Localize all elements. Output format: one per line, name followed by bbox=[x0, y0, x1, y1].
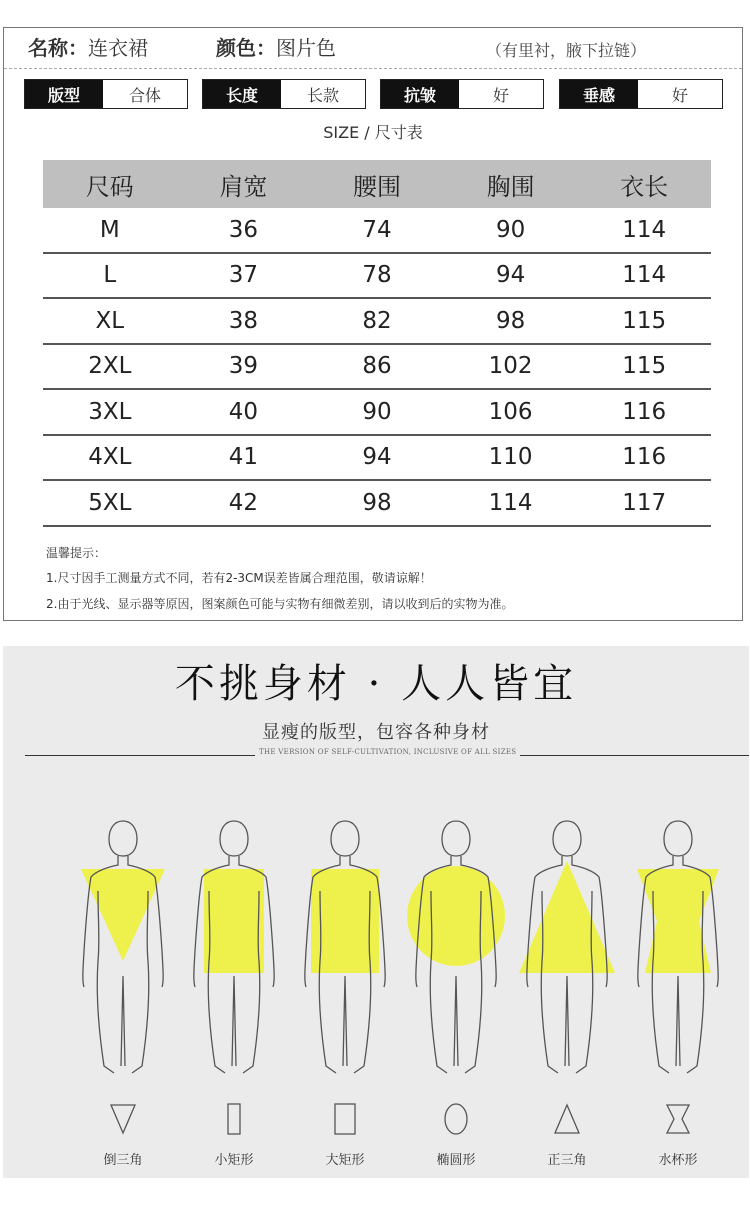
col-header-size: 尺码 bbox=[43, 160, 177, 208]
attribute-wrinkle bbox=[380, 79, 544, 109]
size-row bbox=[43, 480, 711, 526]
body-figure-large-rectangle bbox=[290, 811, 400, 1081]
cell-shoulder: 40 bbox=[177, 389, 311, 435]
cell-length: 114 bbox=[577, 253, 711, 299]
size-row bbox=[43, 253, 711, 299]
size-row bbox=[43, 208, 711, 253]
attribute-key: 版型 bbox=[25, 80, 103, 108]
product-name bbox=[28, 32, 148, 61]
cell-waist: 94 bbox=[310, 435, 444, 481]
cell-waist: 82 bbox=[310, 298, 444, 344]
product-header bbox=[4, 28, 742, 69]
cell-waist: 98 bbox=[310, 480, 444, 526]
section-english-caption: THE VERSION OF SELF-CULTIVATION, INCLUSIVE OF ALL SIZES bbox=[255, 748, 520, 756]
cell-size: M bbox=[43, 208, 177, 253]
cell-bust: 94 bbox=[444, 253, 578, 299]
body-figure-ellipse bbox=[401, 811, 511, 1081]
cell-shoulder: 41 bbox=[177, 435, 311, 481]
col-header-length: 衣长 bbox=[577, 160, 711, 208]
color-label: 颜色： bbox=[216, 36, 276, 60]
attribute-key: 长度 bbox=[203, 80, 281, 108]
small-rectangle-shape-icon bbox=[219, 1101, 249, 1137]
tips-line-2: 2.由于光线、显示器等原因，图案颜色可能与实物有细微差别，请以收到后的实物为准。 bbox=[46, 597, 514, 611]
size-table-header bbox=[43, 160, 711, 208]
attribute-key: 抗皱 bbox=[381, 80, 459, 108]
cell-bust: 102 bbox=[444, 344, 578, 390]
cell-size: L bbox=[43, 253, 177, 299]
cell-length: 117 bbox=[577, 480, 711, 526]
attribute-length bbox=[202, 79, 366, 109]
body-figures bbox=[3, 811, 749, 1081]
size-caption: SIZE / 尺寸表 bbox=[323, 123, 423, 142]
triangle-shape-icon bbox=[552, 1101, 582, 1137]
size-row bbox=[43, 298, 711, 344]
cell-length: 115 bbox=[577, 344, 711, 390]
product-color bbox=[216, 32, 336, 61]
tips-line-1: 1.尺寸因手工测量方式不同，若有2-3CM误差皆属合理范围，敬请谅解！ bbox=[46, 571, 432, 585]
attribute-value: 合体 bbox=[103, 80, 187, 108]
highlight-inverted-triangle bbox=[81, 869, 165, 961]
cell-bust: 98 bbox=[444, 298, 578, 344]
highlight-triangle bbox=[519, 861, 615, 973]
attribute-fit bbox=[24, 79, 188, 109]
ellipse-shape-icon bbox=[441, 1101, 471, 1137]
cell-waist: 74 bbox=[310, 208, 444, 253]
cell-size: 2XL bbox=[43, 344, 177, 390]
highlight-small-rectangle bbox=[204, 869, 264, 973]
body-figure-hourglass bbox=[623, 811, 733, 1081]
body-type-label: 正三角 bbox=[547, 1153, 587, 1168]
cell-shoulder: 38 bbox=[177, 298, 311, 344]
cell-size: 3XL bbox=[43, 389, 177, 435]
body-figure-triangle bbox=[512, 811, 622, 1081]
attribute-drape bbox=[559, 79, 723, 109]
cell-length: 116 bbox=[577, 389, 711, 435]
cell-length: 116 bbox=[577, 435, 711, 481]
col-header-shoulder: 肩宽 bbox=[177, 160, 311, 208]
body-type-label: 大矩形 bbox=[325, 1153, 365, 1168]
cell-length: 115 bbox=[577, 298, 711, 344]
cell-bust: 114 bbox=[444, 480, 578, 526]
body-types-section bbox=[3, 646, 749, 1178]
size-row bbox=[43, 389, 711, 435]
cell-size: XL bbox=[43, 298, 177, 344]
cell-shoulder: 37 bbox=[177, 253, 311, 299]
body-type-label: 倒三角 bbox=[103, 1153, 143, 1168]
body-type-label: 水杯形 bbox=[658, 1153, 698, 1168]
cell-length: 114 bbox=[577, 208, 711, 253]
highlight-ellipse bbox=[407, 866, 505, 966]
inverted-triangle-shape-icon bbox=[108, 1101, 138, 1137]
body-figure-inverted-triangle bbox=[68, 811, 178, 1081]
attribute-value: 长款 bbox=[281, 80, 365, 108]
name-value: 连衣裙 bbox=[88, 36, 148, 60]
body-type-label: 小矩形 bbox=[214, 1153, 254, 1168]
hourglass-shape-icon bbox=[663, 1101, 693, 1137]
body-figure-small-rectangle bbox=[179, 811, 289, 1081]
cell-shoulder: 36 bbox=[177, 208, 311, 253]
cell-shoulder: 39 bbox=[177, 344, 311, 390]
name-label: 名称： bbox=[28, 36, 88, 60]
cell-size: 5XL bbox=[43, 480, 177, 526]
attribute-value: 好 bbox=[459, 80, 543, 108]
size-table bbox=[43, 160, 711, 527]
tips-title: 温馨提示： bbox=[46, 546, 107, 560]
large-rectangle-shape-icon bbox=[330, 1101, 360, 1137]
highlight-large-rectangle bbox=[311, 869, 379, 973]
cell-waist: 78 bbox=[310, 253, 444, 299]
cell-waist: 86 bbox=[310, 344, 444, 390]
section-subtitle: 显瘦的版型，包容各种身材 bbox=[262, 722, 490, 743]
cell-size: 4XL bbox=[43, 435, 177, 481]
attribute-value: 好 bbox=[638, 80, 722, 108]
attribute-key: 垂感 bbox=[560, 80, 638, 108]
cell-bust: 90 bbox=[444, 208, 578, 253]
cell-bust: 110 bbox=[444, 435, 578, 481]
size-row bbox=[43, 435, 711, 481]
section-title: 不挑身材 · 人人皆宜 bbox=[174, 661, 578, 707]
cell-waist: 90 bbox=[310, 389, 444, 435]
lining-note: （有里衬，腋下拉链） bbox=[485, 41, 646, 60]
size-info-card bbox=[3, 27, 743, 621]
cell-bust: 106 bbox=[444, 389, 578, 435]
highlight-hourglass bbox=[637, 869, 719, 973]
col-header-bust: 胸围 bbox=[444, 160, 578, 208]
size-row bbox=[43, 344, 711, 390]
color-value: 图片色 bbox=[276, 36, 336, 60]
col-header-waist: 腰围 bbox=[310, 160, 444, 208]
body-type-label: 椭圆形 bbox=[436, 1153, 476, 1168]
cell-shoulder: 42 bbox=[177, 480, 311, 526]
